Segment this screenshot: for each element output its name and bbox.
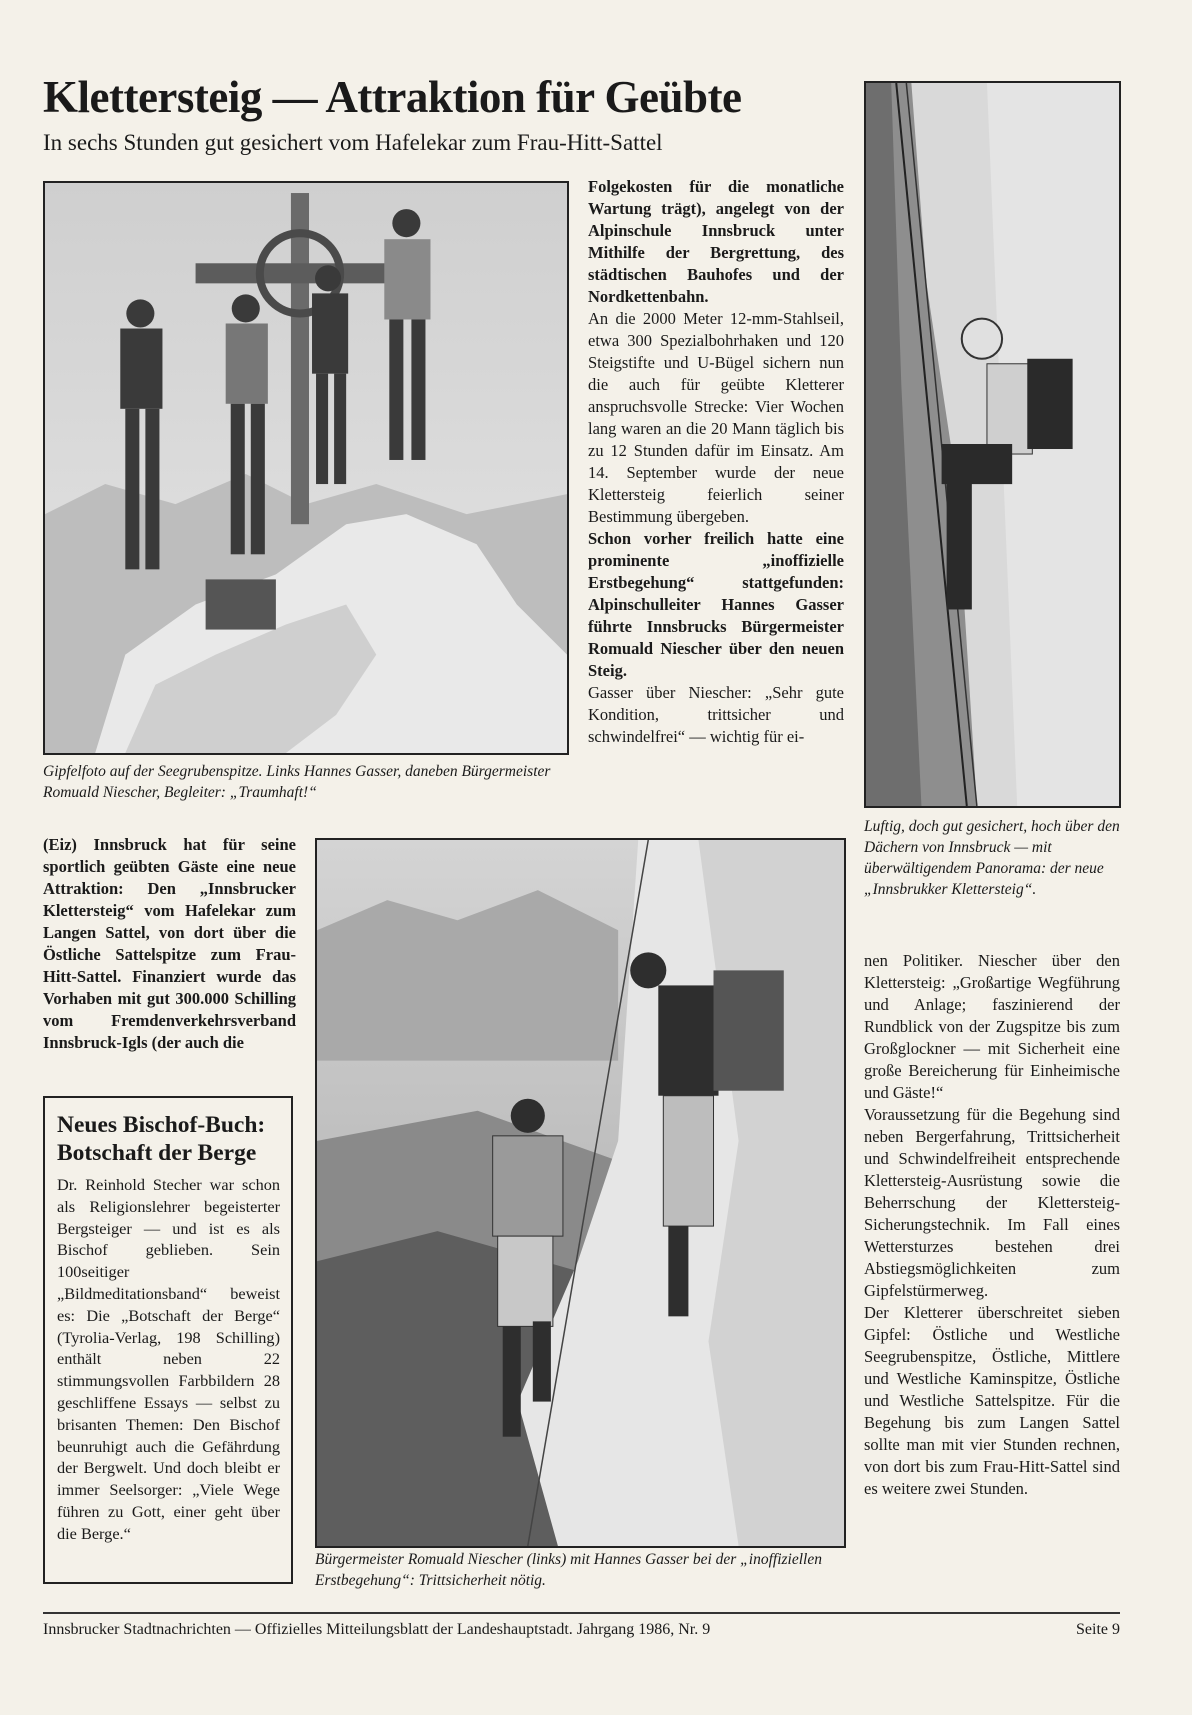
two-climbers-photo-caption: Bürgermeister Romuald Niescher (links) mit Hannes Gasser bei der „inoffiziellen Erstbegehung“: Trittsicherheit nötig.	[315, 1551, 822, 1589]
article-intro: (Eiz) Innsbruck hat für seine sportlich geübten Gäste eine neue Attraktion: Den „Innsbrucker Klettersteig“ vom Hafelekar zum Langen Sattel, von dort über die Östliche Sattelspitze zum Frau-Hitt-Sattel. Finanziert wurde das Vorhaben mit gut 300.000 Schilling vom Fremdenverkehrsverband Innsbruck-Igls (der auch die	[43, 835, 296, 1052]
page-number: Seite 9	[1076, 1621, 1120, 1638]
footer-publication: Innsbrucker Stadtnachrichten — Offizielles Mitteilungsblatt der Landeshauptstadt. Jahrgang 1986, Nr. 9	[43, 1621, 711, 1638]
article-paragraph: An die 2000 Meter 12-mm-Stahlseil, etwa 300 Spezialbohrhaken und 120 Steigstifte und U-Bügel sichern nun die auch für geübte Kletterer anspruchsvolle Strecke: Vier Wochen lang waren an die 20 Mann täglich bis zu 12 Stunden dafür im Einsatz. Am 14. September wurde der neue Klettersteig feierlich seiner Bestimmung übergeben.	[588, 309, 844, 526]
sidebar-title: Neues Bischof-Buch: Botschaft der Berge	[57, 1112, 266, 1166]
article-paragraph: Gasser über Niescher: „Sehr gute Kondition, trittsicher und schwindelfrei“ — wichtig für ei-	[588, 683, 844, 746]
summit-photo-caption: Gipfelfoto auf der Seegrubenspitze. Links Hannes Gasser, daneben Bürgermeister Romuald Niescher, Begleiter: „Traumhaft!“	[43, 763, 551, 801]
sidebar-text: Dr. Reinhold Stecher war schon als Religionslehrer begeisterter Bergsteiger — und ist es als Bischof geblieben. Sein 100seitiger „Bildmeditationsband“ beweist es: Die „Botschaft der Berge“ (Tyrolia-Verlag, 198 Schilling) enthält neben 22 stimmungsvollen Farbbildern 28 geschliffene Essays — selbst zu brisanten Themen: Den Bischof beunruhigt auch die Gefährdung der Bergwelt. Und doch bleibt er immer Seelsorger: „Viele Wege führen zu Gott, einer geht über die Berge.“	[57, 1175, 280, 1543]
article-paragraph: Der Kletterer überschreitet sieben Gipfel: Östliche und Westliche Seegrubenspitze, Östliche, Mittlere und Westliche Kaminspitze, Östliche und Westliche Sattelspitze. Für die Begehung bis zum Langen Sattel sollte man mit vier Stunden rechnen, von dort bis zum Frau-Hitt-Sattel sind es weitere zwei Stunden.	[864, 1303, 1120, 1498]
article-paragraph: Voraussetzung für die Begehung sind neben Bergerfahrung, Trittsicherheit und Schwindelfreiheit entsprechende Klettersteig-Ausrüstung sowie die Beherrschung der Klettersteig-Sicherungstechnik. Im Fall eines Wettersturzes bestehen drei Abstiegsmöglichkeiten zum Gipfelstürmerweg.	[864, 1105, 1120, 1300]
book-sidebar-box	[43, 1096, 293, 1584]
two-climbers-photo	[315, 838, 846, 1548]
climber-photo-caption: Luftig, doch gut gesichert, hoch über den Dächern von Innsbruck — mit überwältigendem Panorama: der neue „Innsbrukker Klettersteig“.	[864, 818, 1120, 898]
footer-rule	[43, 1612, 1120, 1614]
subheadline: In sechs Stunden gut gesichert vom Hafelekar zum Frau-Hitt-Sattel	[43, 130, 663, 155]
article-paragraph: Folgekosten für die monatliche Wartung trägt), angelegt von der Alpinschule Innsbruck unter Mithilfe der Bergrettung, des städtischen Bauhofes und der Nordkettenbahn.	[588, 177, 844, 306]
article-column-right	[864, 950, 1120, 1500]
summit-group-photo	[43, 181, 569, 755]
page-footer	[43, 1619, 1120, 1641]
article-paragraph: nen Politiker. Niescher über den Klettersteig: „Großartige Wegführung und Anlage; faszinierend der Rundblick von der Zugspitze bis zum Großglockner — mit Sicherheit eine große Bereicherung für Einheimische und Gäste!“	[864, 951, 1120, 1102]
headline: Klettersteig — Attraktion für Geübte	[43, 72, 742, 122]
climber-photo	[864, 81, 1121, 808]
article-paragraph: Schon vorher freilich hatte eine prominente „inoffizielle Erstbegehung“ stattgefunden: Alpinschulleiter Hannes Gasser führte Innsbrucks Bürgermeister Romuald Niescher über den neuen Steig.	[588, 529, 844, 680]
article-column-middle	[588, 176, 844, 748]
